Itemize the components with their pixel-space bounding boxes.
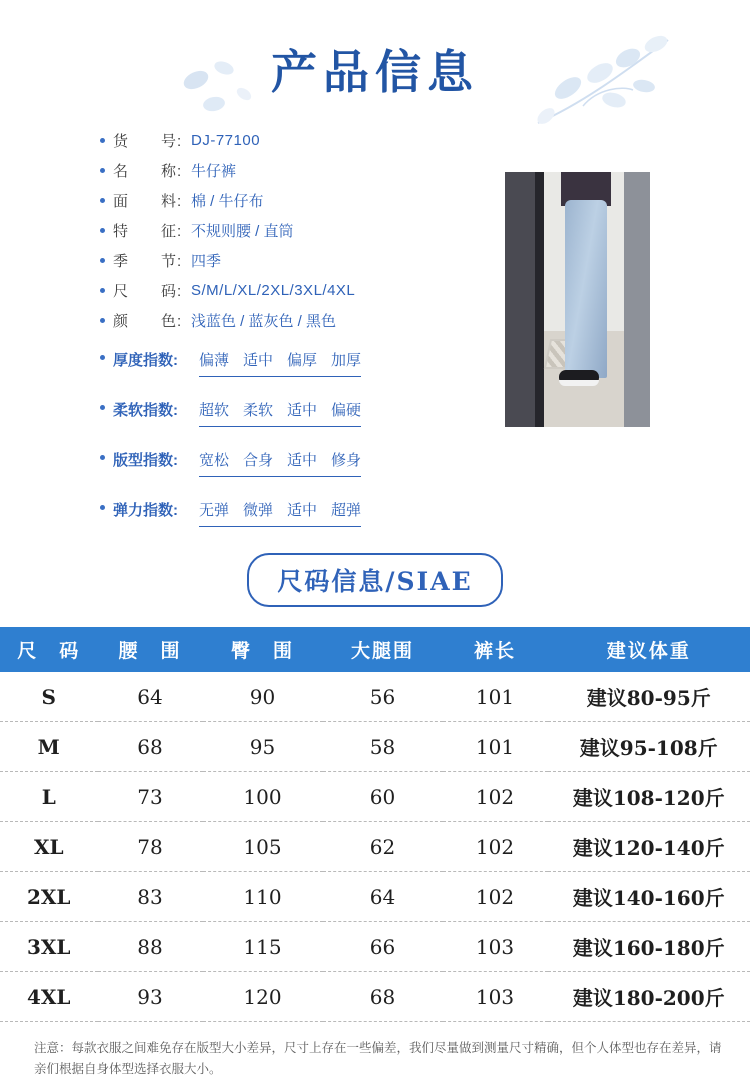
- cell-size: 4XL: [0, 972, 98, 1022]
- cell-thigh: 56: [323, 672, 443, 722]
- size-table: [0, 627, 750, 1022]
- info-label: 名 称:: [113, 160, 191, 181]
- cell-size: M: [0, 722, 98, 772]
- cell-length: 101: [443, 722, 548, 772]
- cell-waist: 68: [98, 722, 203, 772]
- index-row-fit: [100, 449, 750, 477]
- cell-weight: 建议180-200斤: [548, 972, 750, 1022]
- table-header-weight: 建议体重: [548, 627, 750, 672]
- info-label: 季 节:: [113, 250, 191, 271]
- index-scale: [199, 399, 361, 427]
- cell-hip: 105: [203, 822, 323, 872]
- table-row: [0, 822, 750, 872]
- index-label: 厚度指数:: [113, 349, 199, 370]
- index-option: 适中: [287, 499, 317, 520]
- info-row-colors: [100, 310, 750, 331]
- info-label: 颜 色:: [113, 310, 191, 331]
- table-header-hip: 臀 围: [203, 627, 323, 672]
- index-scale: [199, 499, 361, 527]
- bullet-icon: [100, 318, 105, 323]
- page-header: [0, 0, 750, 130]
- cell-hip: 90: [203, 672, 323, 722]
- info-value: 浅蓝色 / 蓝灰色 / 黑色: [191, 310, 336, 331]
- cell-thigh: 66: [323, 922, 443, 972]
- bullet-icon: [100, 258, 105, 263]
- cell-size: 2XL: [0, 872, 98, 922]
- table-row: [0, 972, 750, 1022]
- cell-hip: 110: [203, 872, 323, 922]
- cell-weight: 建议108-120斤: [548, 772, 750, 822]
- index-label: 柔软指数:: [113, 399, 199, 420]
- page-title: 产品信息: [0, 36, 750, 102]
- bullet-icon: [100, 455, 105, 460]
- cell-length: 101: [443, 672, 548, 722]
- info-row-item-number: [100, 130, 750, 151]
- index-option: 微弹: [243, 499, 273, 520]
- cell-waist: 93: [98, 972, 203, 1022]
- info-label: 面 料:: [113, 190, 191, 211]
- index-option: 偏厚: [287, 349, 317, 370]
- index-scale: [199, 449, 361, 477]
- cell-size: 3XL: [0, 922, 98, 972]
- bullet-icon: [100, 405, 105, 410]
- index-row-elasticity: [100, 499, 750, 527]
- index-option: 适中: [287, 449, 317, 470]
- info-label: 货 号:: [113, 130, 191, 151]
- bullet-icon: [100, 138, 105, 143]
- index-option: 无弹: [199, 499, 229, 520]
- table-row: [0, 922, 750, 972]
- cell-hip: 100: [203, 772, 323, 822]
- table-header-length: 裤长: [443, 627, 548, 672]
- cell-waist: 78: [98, 822, 203, 872]
- cell-weight: 建议120-140斤: [548, 822, 750, 872]
- info-row-fabric: [100, 190, 750, 211]
- index-label: 版型指数:: [113, 449, 199, 470]
- table-row: [0, 872, 750, 922]
- index-option: 适中: [287, 399, 317, 420]
- size-table-body: [0, 672, 750, 1022]
- info-row-name: [100, 160, 750, 181]
- cell-waist: 83: [98, 872, 203, 922]
- bullet-icon: [100, 168, 105, 173]
- index-row-softness: [100, 399, 750, 427]
- cell-size: L: [0, 772, 98, 822]
- bullet-icon: [100, 288, 105, 293]
- table-header-thigh: 大腿围: [323, 627, 443, 672]
- cell-thigh: 60: [323, 772, 443, 822]
- cell-length: 102: [443, 822, 548, 872]
- table-header-waist: 腰 围: [98, 627, 203, 672]
- cell-length: 102: [443, 772, 548, 822]
- product-info-section: [0, 130, 750, 527]
- cell-hip: 95: [203, 722, 323, 772]
- info-label: 特 征:: [113, 220, 191, 241]
- cell-thigh: 58: [323, 722, 443, 772]
- index-option: 偏薄: [199, 349, 229, 370]
- index-option: 柔软: [243, 399, 273, 420]
- cell-thigh: 68: [323, 972, 443, 1022]
- index-label: 弹力指数:: [113, 499, 199, 520]
- index-option: 超软: [199, 399, 229, 420]
- cell-weight: 建议160-180斤: [548, 922, 750, 972]
- cell-thigh: 62: [323, 822, 443, 872]
- cell-length: 103: [443, 972, 548, 1022]
- cell-weight: 建议80-95斤: [548, 672, 750, 722]
- table-header-size: 尺 码: [0, 627, 98, 672]
- info-value: 不规则腰 / 直筒: [191, 220, 294, 241]
- table-row: [0, 772, 750, 822]
- bullet-icon: [100, 505, 105, 510]
- cell-length: 102: [443, 872, 548, 922]
- info-value: DJ-77100: [191, 132, 260, 149]
- cell-hip: 120: [203, 972, 323, 1022]
- info-value: 棉 / 牛仔布: [191, 190, 264, 211]
- info-label: 尺 码:: [113, 280, 191, 301]
- index-option: 宽松: [199, 449, 229, 470]
- info-row-feature: [100, 220, 750, 241]
- size-section-title: 尺码信息/SIAE: [247, 553, 502, 607]
- cell-size: S: [0, 672, 98, 722]
- index-option: 偏硬: [331, 399, 361, 420]
- info-value: 牛仔裤: [191, 160, 236, 181]
- index-scale: [199, 349, 361, 377]
- size-title-wrap: [0, 553, 750, 607]
- index-option: 加厚: [331, 349, 361, 370]
- index-option: 修身: [331, 449, 361, 470]
- info-value: S/M/L/XL/2XL/3XL/4XL: [191, 282, 355, 299]
- bullet-icon: [100, 198, 105, 203]
- index-row-thickness: [100, 349, 750, 377]
- index-option: 超弹: [331, 499, 361, 520]
- info-row-sizes: [100, 280, 750, 301]
- info-value: 四季: [191, 250, 221, 271]
- index-option: 合身: [243, 449, 273, 470]
- disclaimer-note: 注意：每款衣服之间难免存在版型大小差异，尺寸上存在一些偏差，我们尽量做到测量尺寸精确，但个人体型也存在差异，请亲们根据自身体型选择衣服大小。: [34, 1038, 722, 1081]
- bullet-icon: [100, 228, 105, 233]
- cell-waist: 73: [98, 772, 203, 822]
- cell-hip: 115: [203, 922, 323, 972]
- bullet-icon: [100, 355, 105, 360]
- cell-length: 103: [443, 922, 548, 972]
- cell-weight: 建议140-160斤: [548, 872, 750, 922]
- index-block: [100, 349, 750, 527]
- cell-weight: 建议95-108斤: [548, 722, 750, 772]
- table-header-row: [0, 627, 750, 672]
- cell-thigh: 64: [323, 872, 443, 922]
- size-table-head: [0, 627, 750, 672]
- table-row: [0, 672, 750, 722]
- table-row: [0, 722, 750, 772]
- info-row-season: [100, 250, 750, 271]
- cell-waist: 64: [98, 672, 203, 722]
- index-option: 适中: [243, 349, 273, 370]
- cell-waist: 88: [98, 922, 203, 972]
- cell-size: XL: [0, 822, 98, 872]
